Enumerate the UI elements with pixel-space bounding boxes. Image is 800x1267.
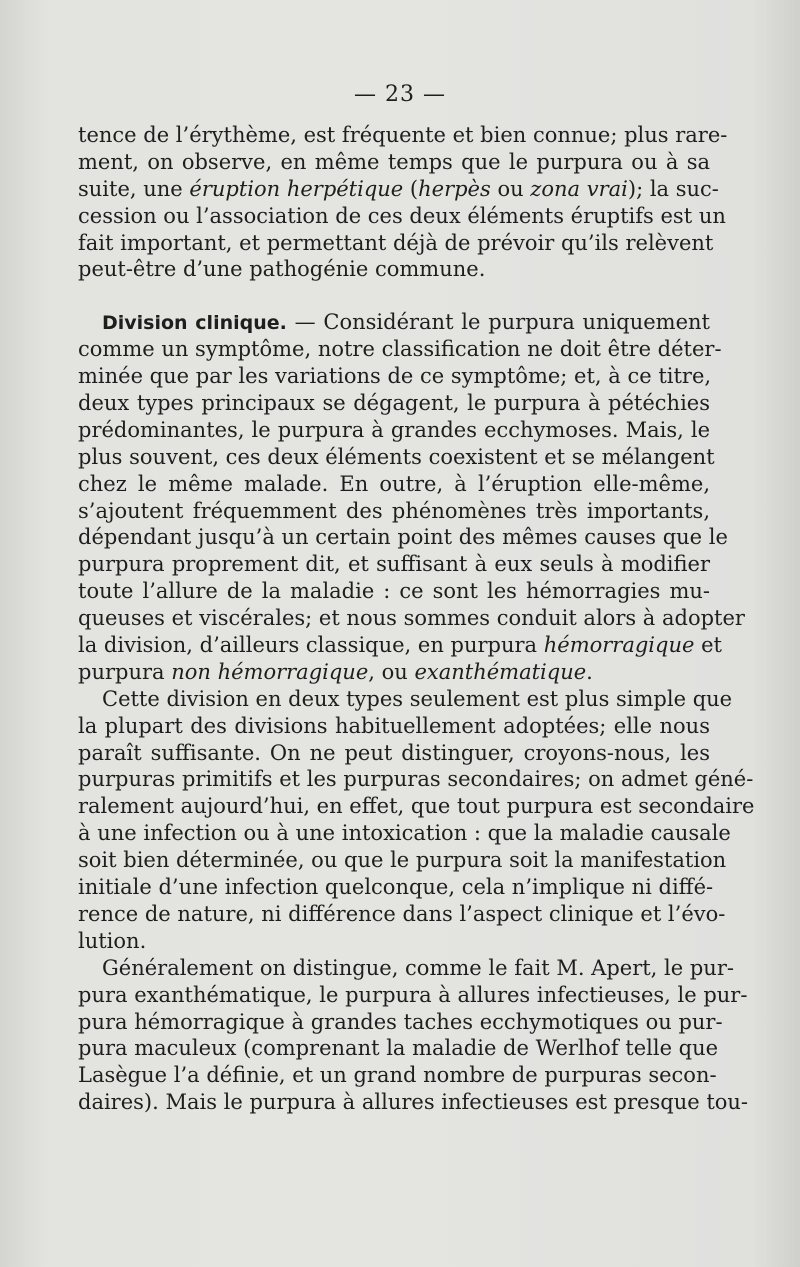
text-line: Généralement on distingue, comme le fait M. Apert, le pur- [102,955,734,980]
text-line: rence de nature, ni différence dans l’aspect clinique et l’évo- [78,901,726,926]
text-line [78,309,710,336]
italic-term: éruption herpétique [189,176,404,201]
text-line: peut-être d’une pathogénie commune. [78,257,486,282]
text-line: daires). Mais le purpura à allures infectieuses est presque tou- [78,1090,749,1115]
text-line: deux types principaux se dégagent, le purpura à pétéchies [78,391,710,416]
text-run: , ou [368,659,415,684]
paragraph-2 [78,309,745,685]
text-line: prédominantes, le purpura à grandes ecchymoses. Mais, le [78,417,710,442]
text-run: purpura [78,659,172,684]
text-line: queuses et viscérales; et nous sommes conduit alors à adopter [78,606,745,631]
italic-term: hémorragique [543,633,695,658]
text-run: ( [403,176,419,201]
text-line: à une infection ou à une intoxication : que la maladie causale [78,821,731,846]
text-line: purpura proprement dit, et suffisant à eux seuls à modifier [78,552,710,577]
text-run: ou [490,176,531,201]
text-line: la plupart des divisions habituellement adoptées; elle nous [78,713,710,738]
text-line: pura hémorragique à grandes taches ecchymotiques ou pur- [78,1009,723,1034]
paragraph-1 [78,122,728,283]
text-run: . [586,659,593,684]
text-line: comme un symptôme, notre classification ne doit être déter- [78,337,722,362]
text-line: purpuras primitifs et les purpuras secondaires; on admet géné- [78,767,754,792]
text-line [78,632,722,659]
paragraph-gap [78,283,710,309]
text-line: cession ou l’association de ces deux éléments éruptifs est un [78,203,726,228]
text-line: paraît suffisante. On ne peut distinguer, croyons-nous, les [78,740,710,765]
text-line: lution. [78,928,147,953]
text-run: et [694,633,722,658]
text-line: pura maculeux (comprenant la maladie de Werlhof telle que [78,1036,719,1061]
text-line: initiale d’une infection quelconque, cela n’implique ni diffé- [78,875,714,900]
italic-term: zona vrai [530,176,628,201]
text-run: — Considérant le purpura uniquement [286,310,710,335]
text-line: ment, on observe, en même temps que le purpura ou à sa [78,149,710,174]
text-line: minée que par les variations de ce symptôme; et, à ce titre, [78,364,712,389]
paragraph-4 [78,955,749,1116]
text-line: soit bien déterminée, ou que le purpura soit la manifestation [78,848,727,873]
text-line: ralement aujourd’hui, en effet, que tout purpura est secondaire [78,794,755,819]
text-line: Cette division en deux types seulement est plus simple que [102,686,733,711]
text-line [78,176,719,203]
text-run: suite, une [78,176,190,201]
text-run: ); la suc- [627,176,719,201]
text-line: s’ajoutent fréquemment des phénomènes très importants, [78,498,710,523]
italic-term: herpès [418,176,491,201]
text-line: pura exanthématique, le purpura à allures infectieuses, le pur- [78,982,748,1007]
text-line: toute l’allure de la maladie : ce sont les hémorragies mu- [78,579,710,604]
italic-term: non hémorragique [171,659,369,684]
paragraph-3 [78,686,755,955]
text-line [78,659,710,686]
text-line: plus souvent, ces deux éléments coexistent et se mélangent [78,444,715,469]
body-text [78,122,755,1116]
italic-term: exanthématique [414,659,587,684]
text-line: tence de l’érythème, est fréquente et bien connue; plus rare- [78,123,728,147]
text-line: Lasègue l’a définie, et un grand nombre de purpuras secon- [78,1063,717,1088]
text-run: la division, d’ailleurs classique, en purpura [78,633,544,658]
text-line: fait important, et permettant déjà de prévoir qu’ils relèvent [78,230,714,255]
text-line: chez le même malade. En outre, à l’éruption elle-même, [78,471,710,496]
section-heading: Division clinique. [102,312,287,335]
text-line: dépendant jusqu’à un certain point des mêmes causes que le [78,525,728,550]
page-number: — 23 — [354,82,446,107]
